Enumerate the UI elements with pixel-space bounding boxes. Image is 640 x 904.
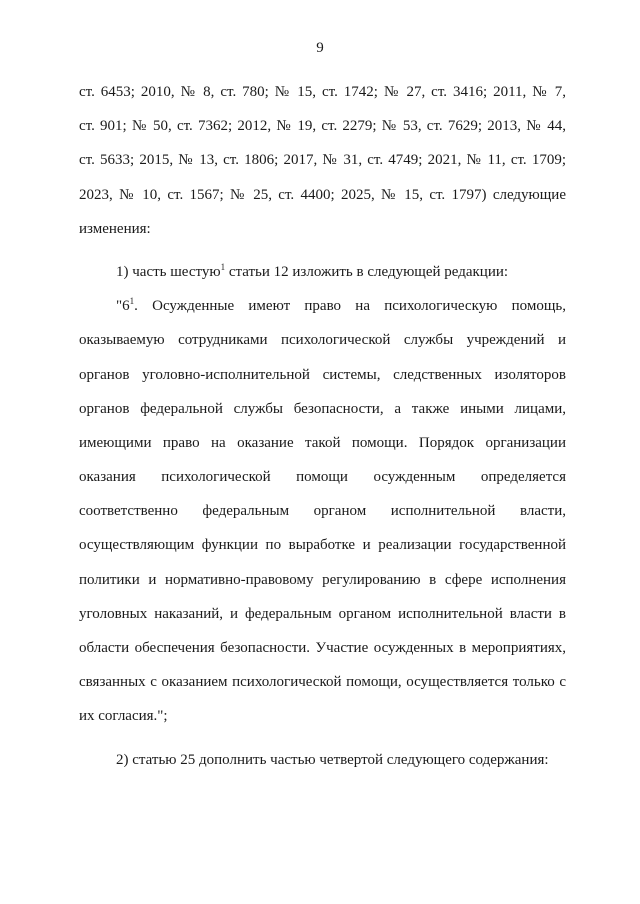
quote-line: связанных с оказанием психологической помощи, осуществляется только с <box>79 674 566 691</box>
quote-line: органов федеральной службы безопасности, а также иными лицами, <box>79 400 566 417</box>
quote-first-line <box>79 289 566 323</box>
quote-line: имеющими право на оказание такой помощи. Порядок организации <box>79 434 566 451</box>
text-line: ст. 5633; 2015, № 13, ст. 1806; 2017, № 31, ст. 4749; 2021, № 11, ст. 1709; <box>79 152 566 169</box>
quote-line: уголовных наказаний, и федеральным органом исполнительной власти в <box>79 605 566 622</box>
quote-line: органов уголовно-исполнительной системы, следственных изоляторов <box>79 366 566 383</box>
page-number: 9 <box>316 40 324 56</box>
quote-line: политики и нормативно-правовому регулированию в сфере исполнения <box>79 571 566 588</box>
quote-line: области обеспечения безопасности. Участие осужденных в мероприятиях, <box>79 640 566 656</box>
quote-superscript: 1 <box>129 296 135 307</box>
quote-lead: "6 <box>116 298 130 315</box>
quote-last-line: их согласия."; <box>79 708 168 725</box>
item1-superscript: 1 <box>220 261 226 272</box>
text-line: 2023, № 10, ст. 1567; № 25, ст. 4400; 2025, № 15, ст. 1797) следующие <box>79 186 566 203</box>
amendment-item-2: 2) статью 25 дополнить частью четвертой следующего содержания: <box>116 751 549 768</box>
text-line: ст. 6453; 2010, № 8, ст. 780; № 15, ст. 1742; № 27, ст. 3416; 2011, № 7, <box>79 84 566 100</box>
quote-first-rest: . Осужденные имеют право на психологическую помощь, <box>134 298 566 315</box>
quote-line: осуществляющим функции по выработке и реализации государственной <box>79 537 566 554</box>
item1-suffix: статьи 12 изложить в следующей редакции: <box>225 263 509 280</box>
text-line: изменения: <box>79 220 151 237</box>
item1-prefix: 1) часть шестую <box>116 263 221 280</box>
text-line: ст. 901; № 50, ст. 7362; 2012, № 19, ст. 2279; № 53, ст. 7629; 2013, № 44, <box>79 118 566 135</box>
quote-line: соответственно федеральным органом исполнительной власти, <box>79 503 566 520</box>
quote-line: оказываемую сотрудниками психологической службы учреждений и <box>79 332 566 349</box>
quote-line: оказания психологической помощи осужденным определяется <box>79 469 566 486</box>
document-body <box>79 75 566 777</box>
amendment-item-1 <box>79 255 566 289</box>
